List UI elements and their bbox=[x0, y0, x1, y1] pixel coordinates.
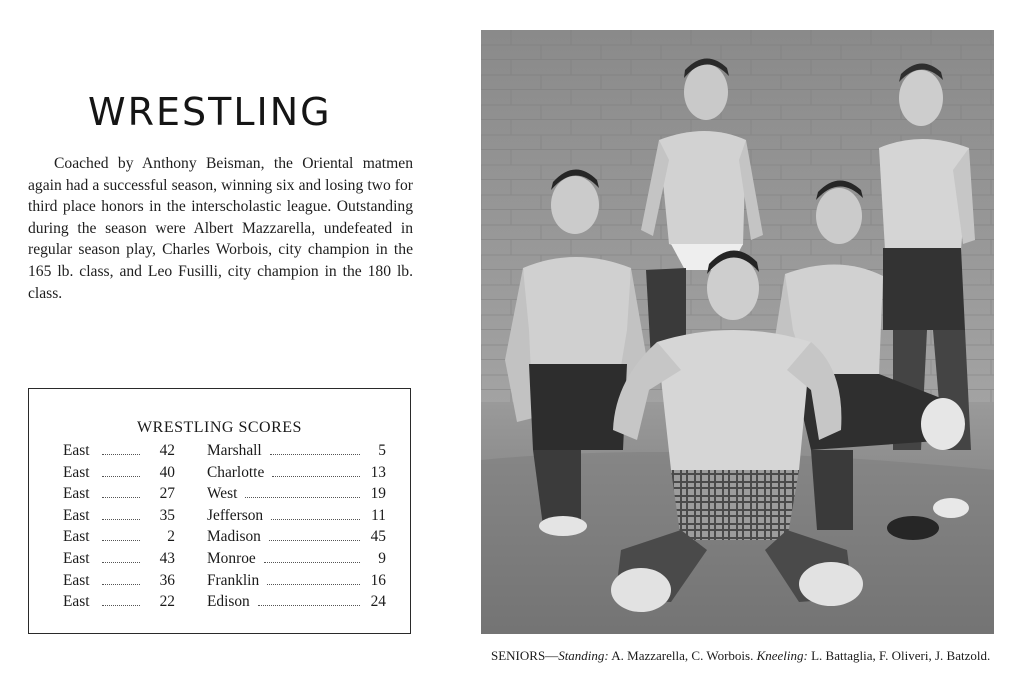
article-body: Coached by Anthony Beisman, the Oriental matmen again had a successful season, winning six and losing two for third place honors in the interscholastic league. Outstanding during the season were Albert Mazzarella, undefeated in regular season play, Charles Worbois, city champion in the 165 lb. class, and Leo Fusilli, city champion in the 180 lb. class. bbox=[28, 155, 413, 302]
leader-dots bbox=[245, 497, 360, 498]
score-opponent: West bbox=[207, 485, 238, 503]
score-opponent: Marshall bbox=[207, 442, 262, 459]
score-home-points: 27 bbox=[159, 485, 175, 503]
leader-dots bbox=[272, 476, 360, 477]
score-opponent-points: 11 bbox=[371, 506, 386, 524]
score-home-team: East bbox=[63, 593, 90, 611]
score-home-team: East bbox=[63, 528, 90, 546]
score-opponent-points: 13 bbox=[370, 463, 386, 481]
caption-standing-names: A. Mazzarella, C. Worbois. bbox=[608, 648, 757, 663]
score-opponent-points: 19 bbox=[370, 485, 386, 503]
leader-dots bbox=[102, 454, 140, 455]
score-home-team: East bbox=[63, 485, 90, 503]
score-home-team: East bbox=[63, 549, 90, 567]
score-home-points: 35 bbox=[159, 506, 175, 524]
score-opponent-points: 5 bbox=[378, 442, 386, 459]
score-opponent-points: 16 bbox=[370, 571, 386, 589]
score-home-team: East bbox=[63, 506, 90, 524]
score-opponent: Charlotte bbox=[207, 463, 265, 481]
leader-dots bbox=[102, 562, 140, 563]
score-opponent-points: 24 bbox=[370, 593, 386, 611]
score-opponent: Franklin bbox=[207, 571, 260, 589]
score-row bbox=[63, 528, 386, 550]
score-home-team: East bbox=[63, 442, 90, 459]
leader-dots bbox=[102, 540, 140, 541]
score-opponent: Monroe bbox=[207, 549, 256, 567]
score-home-points: 22 bbox=[159, 593, 175, 611]
leader-dots bbox=[269, 540, 360, 541]
team-photo-image bbox=[481, 30, 994, 634]
leader-dots bbox=[102, 584, 140, 585]
score-row bbox=[63, 464, 386, 486]
score-opponent-points: 9 bbox=[378, 549, 386, 567]
score-home-points: 43 bbox=[159, 549, 175, 567]
caption-kneeling-label: Kneeling: bbox=[756, 648, 808, 663]
score-row bbox=[63, 550, 386, 572]
score-home-points: 36 bbox=[159, 571, 175, 589]
score-home-points: 42 bbox=[159, 442, 175, 459]
caption-lead: SENIORS— bbox=[491, 648, 559, 663]
page-title: WRESTLING bbox=[88, 90, 332, 134]
leader-dots bbox=[258, 605, 360, 606]
score-row bbox=[63, 572, 386, 594]
leader-dots bbox=[264, 562, 360, 563]
score-home-points: 2 bbox=[167, 528, 175, 546]
caption-kneeling-names: L. Battaglia, F. Oliveri, J. Batzold. bbox=[807, 648, 991, 663]
leader-dots bbox=[102, 519, 140, 520]
leader-dots bbox=[271, 519, 360, 520]
score-home-points: 40 bbox=[159, 463, 175, 481]
score-opponent: Edison bbox=[207, 593, 250, 611]
score-row bbox=[63, 507, 386, 529]
leader-dots bbox=[270, 454, 360, 455]
score-home-team: East bbox=[63, 571, 90, 589]
scores-title: WRESTLING SCORES bbox=[137, 419, 302, 436]
leader-dots bbox=[267, 584, 360, 585]
scores-box bbox=[28, 388, 411, 634]
score-opponent: Jefferson bbox=[207, 506, 264, 524]
caption-standing-label: Standing: bbox=[558, 648, 609, 663]
photo-caption bbox=[491, 648, 991, 665]
leader-dots bbox=[102, 497, 140, 498]
score-opponent-points: 45 bbox=[370, 528, 386, 546]
score-row bbox=[63, 485, 386, 507]
score-home-team: East bbox=[63, 463, 90, 481]
score-row bbox=[63, 593, 386, 615]
team-photo bbox=[481, 30, 994, 634]
score-opponent: Madison bbox=[207, 528, 261, 546]
scores-list bbox=[63, 442, 386, 615]
score-row bbox=[63, 442, 386, 464]
leader-dots bbox=[102, 476, 140, 477]
leader-dots bbox=[102, 605, 140, 606]
